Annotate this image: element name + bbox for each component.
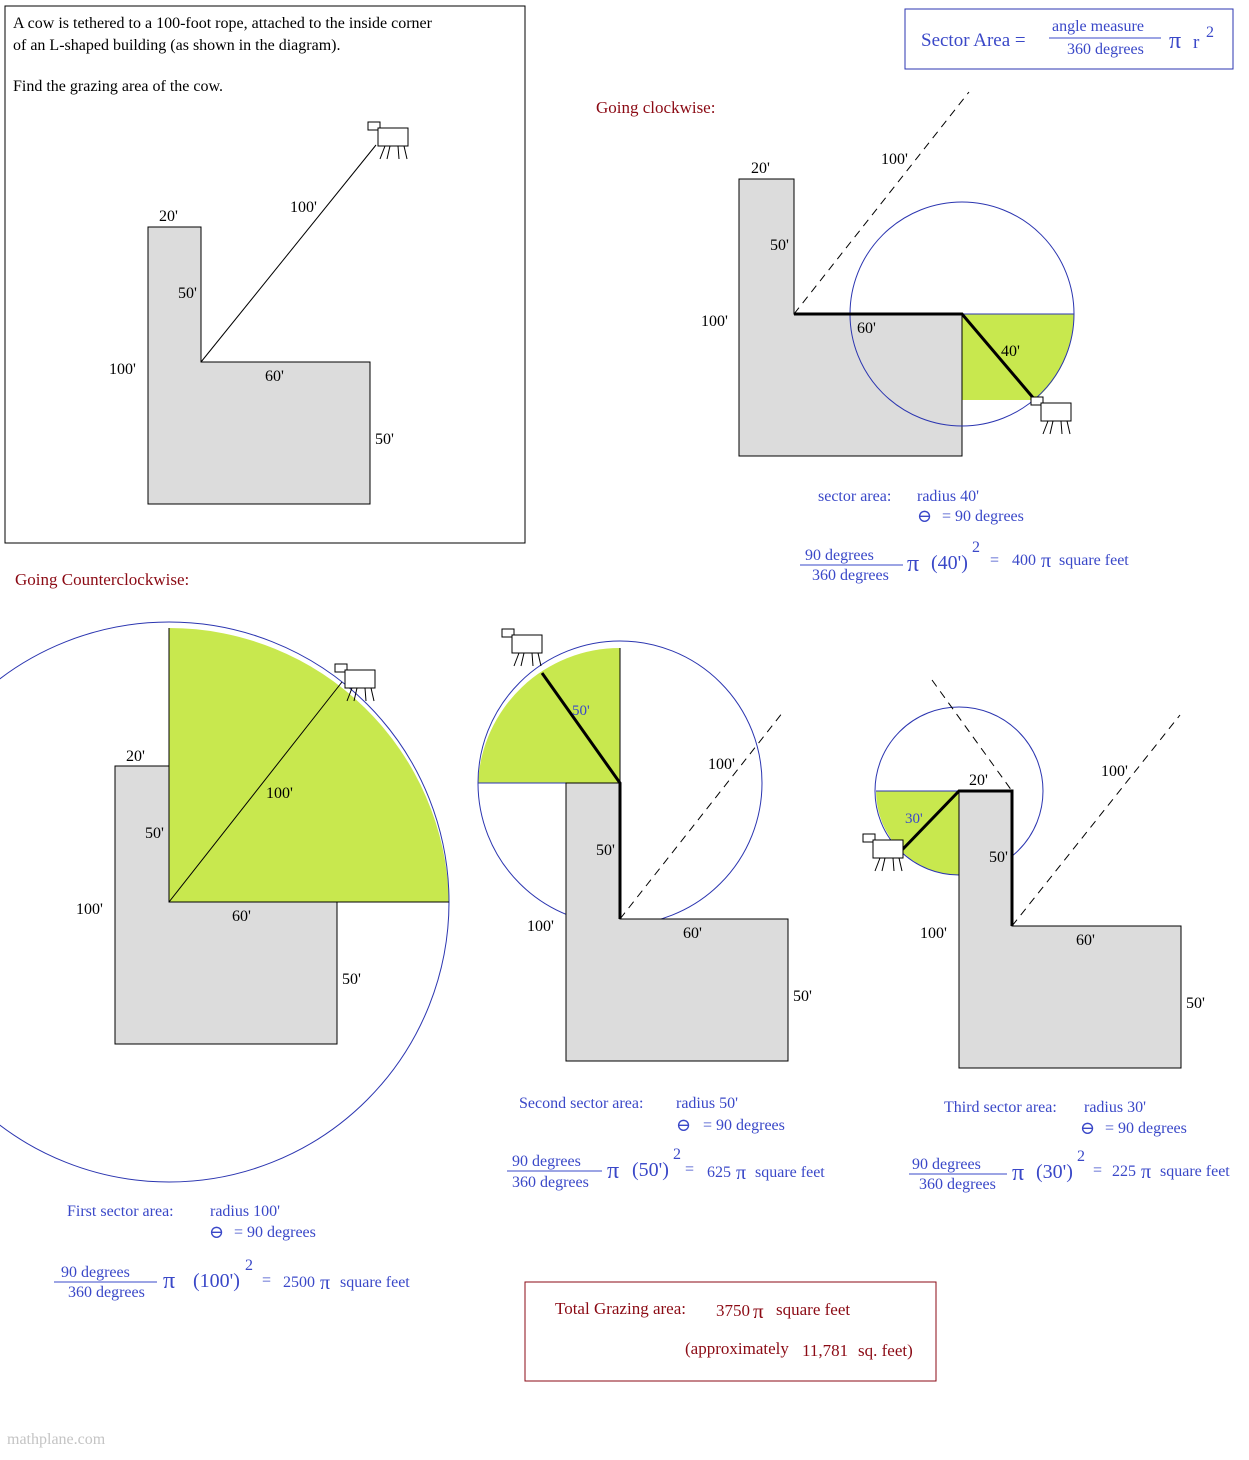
calc-result: 400	[1012, 552, 1036, 569]
calc-angle: = 90 degrees	[1105, 1120, 1187, 1137]
heading-clockwise: Going clockwise:	[596, 98, 716, 117]
dim-label: 60'	[683, 925, 702, 942]
building-second	[566, 783, 788, 1061]
dim-label: 60'	[1076, 932, 1095, 949]
dim-label: 50'	[596, 842, 615, 859]
calc-numerator: 90 degrees	[61, 1264, 130, 1281]
calc-radius: radius 40'	[917, 488, 979, 505]
calc-unit: square feet	[1059, 552, 1129, 569]
dim-label: 100'	[1101, 763, 1128, 780]
dim-label: 20'	[159, 208, 178, 225]
total-box	[525, 1282, 936, 1381]
theta-symbol: ⊖	[917, 506, 933, 526]
sector-first	[169, 628, 449, 902]
calc-result: 625	[707, 1164, 731, 1181]
calc-title: sector area:	[818, 488, 892, 505]
calc-result: 225	[1112, 1163, 1136, 1180]
calc-numerator: 90 degrees	[912, 1156, 981, 1173]
theta-symbol: ⊖	[209, 1222, 225, 1242]
dim-label: 50'	[1186, 995, 1205, 1012]
calc-title: Third sector area:	[944, 1099, 1057, 1116]
formula-exp: 2	[1206, 24, 1214, 41]
calc-term: (30')	[1036, 1161, 1073, 1183]
sector-second	[478, 648, 620, 783]
dim-label: 50'	[178, 285, 197, 302]
dim-label: 30'	[905, 811, 923, 827]
dim-label: 100'	[76, 901, 103, 918]
calc-term: (100')	[193, 1270, 240, 1292]
calc-numerator: 90 degrees	[512, 1153, 581, 1170]
dim-label: 60'	[857, 320, 876, 337]
heading-counterclockwise: Going Counterclockwise:	[15, 570, 190, 589]
approx-value: 11,781	[802, 1341, 849, 1360]
dim-label: 50'	[145, 825, 164, 842]
dim-label: 50'	[572, 703, 590, 719]
calc-numerator: 90 degrees	[805, 547, 874, 564]
dim-label: 50'	[375, 431, 394, 448]
pi-symbol: π	[907, 551, 920, 577]
calc-exp: 2	[1077, 1148, 1085, 1165]
calc-unit: square feet	[755, 1164, 825, 1181]
formula-denominator: 360 degrees	[1067, 41, 1144, 58]
problem-line-3: Find the grazing area of the cow.	[13, 78, 223, 95]
watermark: mathplane.com	[7, 1431, 106, 1448]
problem-line-2: of an L-shaped building (as shown in the diagram).	[13, 37, 341, 54]
dim-label: 100'	[527, 918, 554, 935]
problem-line-1: A cow is tethered to a 100-foot rope, attached to the inside corner	[13, 15, 432, 32]
calc-angle: = 90 degrees	[234, 1224, 316, 1241]
pi-symbol: π	[1041, 550, 1052, 572]
total-unit: square feet	[776, 1300, 851, 1319]
calc-eq: =	[1093, 1162, 1103, 1179]
calc-title: Second sector area:	[519, 1095, 644, 1112]
calc-angle: = 90 degrees	[703, 1117, 785, 1134]
dim-label: 100'	[290, 199, 317, 216]
dim-label: 50'	[342, 971, 361, 988]
calc-denominator: 360 degrees	[512, 1174, 589, 1191]
dim-label: 20'	[126, 748, 145, 765]
calc-denominator: 360 degrees	[68, 1284, 145, 1301]
pi-symbol: π	[736, 1162, 747, 1184]
cow-icon	[863, 834, 903, 871]
formula-numerator: angle measure	[1052, 18, 1144, 35]
calc-radius: radius 30'	[1084, 1099, 1146, 1116]
pi-symbol: π	[320, 1272, 331, 1294]
theta-symbol: ⊖	[676, 1115, 692, 1135]
pi-symbol: π	[1169, 28, 1182, 54]
calc-unit: square feet	[1160, 1163, 1230, 1180]
calc-radius: radius 50'	[676, 1095, 738, 1112]
dim-label: 40'	[1001, 343, 1020, 360]
cow-icon	[502, 629, 542, 666]
building-third	[959, 791, 1181, 1068]
calc-radius: radius 100'	[210, 1203, 280, 1220]
dim-label: 50'	[793, 988, 812, 1005]
calc-denominator: 360 degrees	[919, 1176, 996, 1193]
formula-r: r	[1193, 32, 1200, 53]
calc-title: First sector area:	[67, 1203, 174, 1220]
dim-label: 50'	[989, 849, 1008, 866]
calc-angle: = 90 degrees	[942, 508, 1024, 525]
pi-symbol: π	[607, 1158, 620, 1184]
calc-exp: 2	[245, 1257, 253, 1274]
rope-dashed	[794, 92, 969, 314]
pi-symbol: π	[1012, 1160, 1025, 1186]
formula-lhs: Sector Area =	[921, 30, 1026, 51]
dim-label: 60'	[232, 908, 251, 925]
cow-icon	[1031, 397, 1071, 434]
dim-label: 100'	[708, 756, 735, 773]
total-label: Total Grazing area:	[555, 1299, 686, 1318]
calc-term: (50')	[632, 1159, 669, 1181]
theta-symbol: ⊖	[1080, 1118, 1096, 1138]
pi-symbol: π	[163, 1268, 176, 1294]
dim-label: 60'	[265, 368, 284, 385]
dim-label: 100'	[266, 785, 293, 802]
calc-eq: =	[262, 1272, 272, 1289]
dim-label: 50'	[770, 237, 789, 254]
calc-denominator: 360 degrees	[812, 567, 889, 584]
dim-label: 20'	[969, 772, 988, 789]
approx-prefix: (approximately	[685, 1339, 789, 1358]
calc-result: 2500	[283, 1274, 315, 1291]
calc-term: (40')	[931, 552, 968, 574]
approx-suffix: sq. feet)	[858, 1341, 913, 1360]
calc-exp: 2	[673, 1146, 681, 1163]
dim-label: 20'	[751, 160, 770, 177]
calc-exp: 2	[972, 539, 980, 556]
total-value: 3750	[716, 1301, 750, 1320]
dim-label: 100'	[109, 361, 136, 378]
dim-label: 100'	[701, 313, 728, 330]
calc-unit: square feet	[340, 1274, 410, 1291]
pi-symbol: π	[1141, 1161, 1152, 1183]
pi-symbol: π	[753, 1299, 764, 1323]
calc-eq: =	[685, 1161, 695, 1178]
dim-label: 100'	[920, 925, 947, 942]
calc-eq: =	[990, 552, 1000, 569]
dim-label: 100'	[881, 151, 908, 168]
